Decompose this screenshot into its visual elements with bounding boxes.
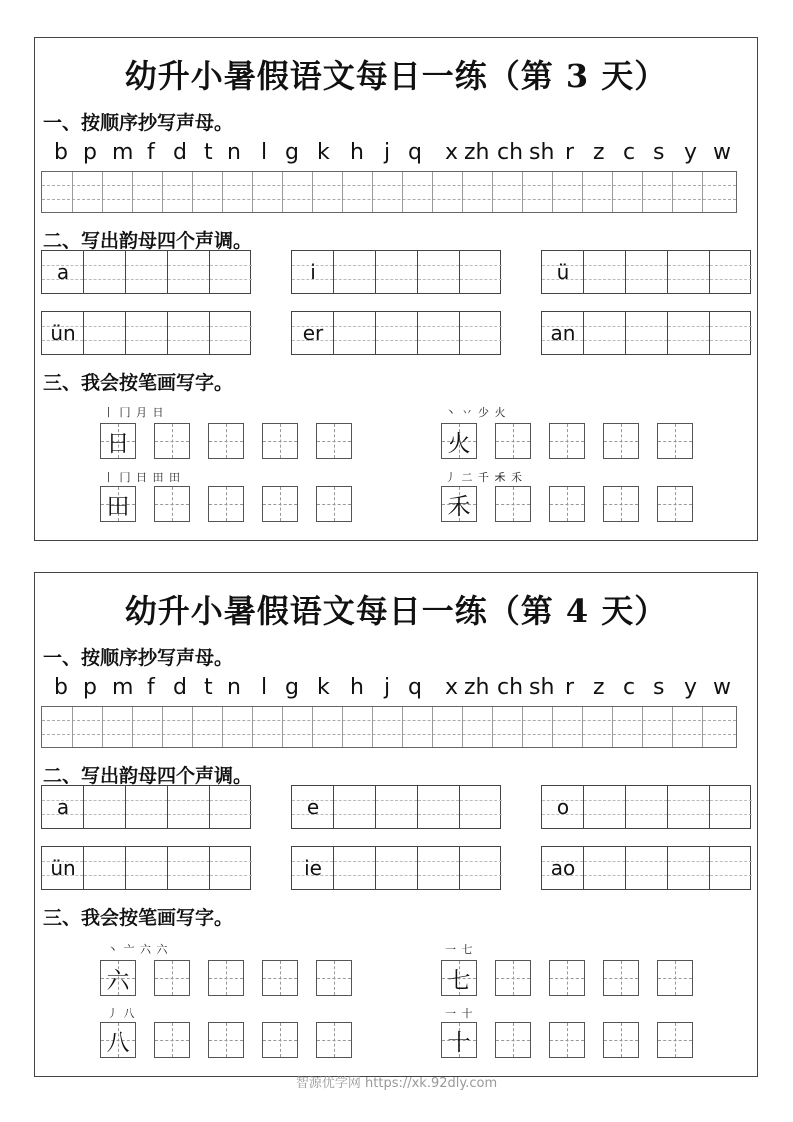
tianzi-cell[interactable]	[262, 960, 298, 996]
model-character: 禾	[447, 493, 471, 520]
model-character: 八	[106, 1029, 130, 1056]
stroke-order: 丨 冂 日 田 田	[103, 471, 181, 484]
tianzi-cell[interactable]	[316, 486, 352, 522]
initial-letter: b	[54, 140, 68, 165]
initials-copy-grid[interactable]	[41, 706, 737, 748]
initial-letter: w	[713, 675, 731, 700]
initial-letter: z	[593, 140, 605, 165]
tianzi-cell[interactable]	[154, 423, 190, 459]
initial-letter: x	[445, 140, 459, 165]
final-vowel: ao	[550, 856, 576, 880]
tone-box[interactable]	[541, 846, 751, 890]
final-vowel: ün	[50, 856, 76, 880]
initial-letter: f	[147, 140, 155, 165]
tianzi-cell[interactable]	[208, 423, 244, 459]
tianzi-cell[interactable]	[262, 423, 298, 459]
model-character: 火	[447, 430, 471, 457]
tianzi-cell[interactable]	[495, 1022, 531, 1058]
tone-box[interactable]	[291, 250, 501, 294]
tianzi-cell[interactable]	[316, 423, 352, 459]
tianzi-cell[interactable]	[262, 486, 298, 522]
section-3-label: 三、我会按笔画写字。	[43, 372, 234, 394]
initial-letter: j	[384, 140, 391, 165]
tianzi-cell[interactable]	[549, 1022, 585, 1058]
worksheet-title: 幼升小暑假语文每日一练（第 3 天）	[124, 57, 668, 95]
initials-copy-grid[interactable]	[41, 171, 737, 213]
initial-letter: n	[227, 140, 241, 165]
initial-letter: zh	[464, 675, 490, 700]
tianzi-cell[interactable]	[441, 423, 477, 459]
tianzi-cell[interactable]	[603, 960, 639, 996]
initial-letter: l	[261, 140, 268, 165]
worksheet-day-3	[34, 37, 758, 541]
tianzi-cell[interactable]	[316, 1022, 352, 1058]
initial-letter: h	[350, 675, 364, 700]
tianzi-cell[interactable]	[100, 1022, 136, 1058]
initial-letter: k	[317, 140, 330, 165]
worksheet-day-4	[34, 572, 758, 1077]
tianzi-cell[interactable]	[441, 1022, 477, 1058]
model-character: 七	[447, 967, 471, 994]
tianzi-cell[interactable]	[495, 960, 531, 996]
tianzi-cell[interactable]	[262, 1022, 298, 1058]
tianzi-cell[interactable]	[549, 423, 585, 459]
final-vowel: a	[56, 260, 70, 284]
tone-box[interactable]	[41, 311, 251, 355]
initial-letter: f	[147, 675, 155, 700]
initial-letter: s	[653, 140, 665, 165]
initial-letter: sh	[529, 675, 555, 700]
initial-letter: w	[713, 140, 731, 165]
initial-letter: m	[112, 675, 134, 700]
initials-row	[47, 140, 747, 170]
tianzi-cell[interactable]	[495, 423, 531, 459]
tone-box[interactable]	[41, 785, 251, 829]
final-vowel: ü	[556, 260, 570, 284]
model-character: 田	[106, 493, 130, 520]
initial-letter: d	[173, 140, 187, 165]
final-vowel: ie	[304, 856, 322, 880]
tone-box[interactable]	[541, 311, 751, 355]
tianzi-cell[interactable]	[603, 486, 639, 522]
tianzi-cell[interactable]	[154, 1022, 190, 1058]
tianzi-cell[interactable]	[208, 960, 244, 996]
tianzi-cell[interactable]	[154, 960, 190, 996]
initial-letter: sh	[529, 140, 555, 165]
initial-letter: t	[204, 675, 213, 700]
tone-box[interactable]	[291, 785, 501, 829]
tianzi-cell[interactable]	[657, 423, 693, 459]
final-vowel: o	[556, 795, 570, 819]
stroke-order: 丨 冂 月 日	[103, 406, 165, 419]
initial-letter: y	[684, 675, 698, 700]
final-vowel: ün	[50, 321, 76, 345]
initial-letter: c	[623, 675, 636, 700]
model-character: 十	[447, 1029, 471, 1056]
model-character: 六	[106, 967, 130, 994]
tianzi-cell[interactable]	[603, 423, 639, 459]
stroke-order: 丿 八	[107, 1007, 136, 1020]
tianzi-cell[interactable]	[657, 486, 693, 522]
tianzi-cell[interactable]	[657, 960, 693, 996]
tianzi-cell[interactable]	[100, 423, 136, 459]
initial-letter: ch	[497, 140, 524, 165]
initial-letter: r	[565, 140, 575, 165]
tianzi-cell[interactable]	[603, 1022, 639, 1058]
footer-watermark: 智源优学网 https://xk.92dly.com	[295, 1076, 498, 1091]
initial-letter: m	[112, 140, 134, 165]
tianzi-cell[interactable]	[208, 486, 244, 522]
tianzi-cell[interactable]	[441, 486, 477, 522]
model-character: 日	[106, 430, 130, 457]
tone-box[interactable]	[541, 250, 751, 294]
initial-letter: s	[653, 675, 665, 700]
tianzi-cell[interactable]	[316, 960, 352, 996]
initial-letter: q	[408, 675, 422, 700]
tianzi-cell[interactable]	[549, 960, 585, 996]
initial-letter: r	[565, 675, 575, 700]
initial-letter: g	[285, 675, 299, 700]
tone-box[interactable]	[41, 846, 251, 890]
initial-letter: b	[54, 675, 68, 700]
initial-letter: g	[285, 140, 299, 165]
tianzi-cell[interactable]	[549, 486, 585, 522]
tianzi-cell[interactable]	[657, 1022, 693, 1058]
initial-letter: n	[227, 675, 241, 700]
initial-letter: l	[261, 675, 268, 700]
section-2-label: 二、写出韵母四个声调。	[43, 765, 253, 787]
final-vowel: a	[56, 795, 70, 819]
initial-letter: z	[593, 675, 605, 700]
worksheet-title: 幼升小暑假语文每日一练（第 4 天）	[124, 592, 668, 630]
tone-box[interactable]	[291, 846, 501, 890]
initial-letter: ch	[497, 675, 524, 700]
stroke-order: 一 七	[445, 943, 474, 956]
section-3-label: 三、我会按笔画写字。	[43, 907, 234, 929]
initials-row	[47, 675, 747, 705]
tianzi-cell[interactable]	[441, 960, 477, 996]
initial-letter: j	[384, 675, 391, 700]
final-vowel: i	[310, 260, 316, 284]
tianzi-cell[interactable]	[100, 960, 136, 996]
final-vowel: an	[550, 321, 576, 345]
initial-letter: h	[350, 140, 364, 165]
stroke-order: 一 十	[445, 1007, 474, 1020]
initial-letter: k	[317, 675, 330, 700]
initial-letter: p	[83, 675, 97, 700]
initial-letter: c	[623, 140, 636, 165]
initial-letter: t	[204, 140, 213, 165]
tianzi-cell[interactable]	[208, 1022, 244, 1058]
initial-letter: p	[83, 140, 97, 165]
tianzi-cell[interactable]	[154, 486, 190, 522]
stroke-order: 丶 亠 六 六	[107, 943, 169, 956]
initial-letter: q	[408, 140, 422, 165]
final-vowel: er	[302, 321, 324, 345]
section-2-label: 二、写出韵母四个声调。	[43, 230, 253, 252]
section-1-label: 一、按顺序抄写声母。	[43, 647, 234, 669]
stroke-order: 丶 丷 少 火	[445, 406, 507, 419]
tone-box[interactable]	[41, 250, 251, 294]
initial-letter: d	[173, 675, 187, 700]
tone-box[interactable]	[541, 785, 751, 829]
tianzi-cell[interactable]	[495, 486, 531, 522]
initial-letter: y	[684, 140, 698, 165]
initial-letter: zh	[464, 140, 490, 165]
stroke-order: 丿 二 千 𥝌 禾	[445, 471, 523, 484]
initial-letter: x	[445, 675, 459, 700]
final-vowel: e	[306, 795, 320, 819]
tone-box[interactable]	[291, 311, 501, 355]
section-1-label: 一、按顺序抄写声母。	[43, 112, 234, 134]
tianzi-cell[interactable]	[100, 486, 136, 522]
